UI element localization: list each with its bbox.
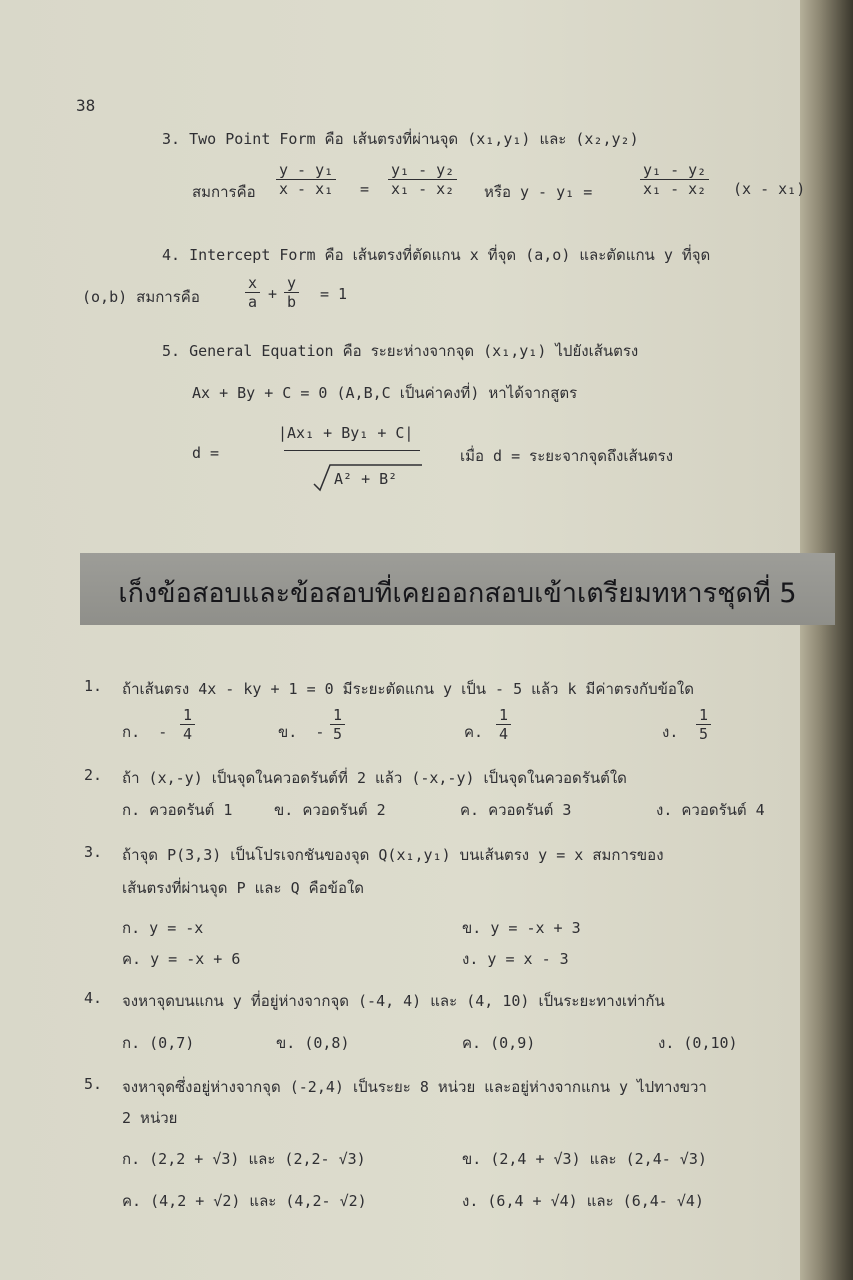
fraction-numerator: x [248,274,258,292]
intercept-line2: (o,b) สมการคือ [82,288,200,306]
fraction-numerator: y [287,274,297,292]
general-line2: Ax + By + C = 0 (A,B,C เป็นค่าคงที่) หาได้จากสูตร [192,384,578,402]
q2-choice-b: ข. ควอดรันต์ 2 [274,801,386,819]
q2-choice-a: ก. ควอดรันต์ 1 [122,801,233,819]
question-2-text: ถ้า (x,-y) เป็นจุดในควอดรันต์ที่ 2 แล้ว (-x,-y) เป็นจุดในควอดรันต์ใด [122,769,627,787]
fraction-numerator: y₁ - y₂ [643,161,707,179]
q3-choice-c: ค. y = -x + 6 [122,950,241,968]
fraction-denominator: 4 [496,724,511,743]
fraction-denominator: b [284,292,299,311]
choice-label: ง. [662,723,679,741]
fraction-bar [284,450,420,451]
choice-sign: - [158,723,168,741]
q2-choice-d: ง. ควอดรันต์ 4 [656,801,765,819]
q5-choice-c: ค. (4,2 + √2) และ (4,2- √2) [122,1192,367,1210]
q1-choice-d [662,720,678,744]
fraction-numerator: 1 [183,706,193,724]
page-edge [800,0,853,1280]
q3-choice-a: ก. y = -x [122,919,204,937]
q5-choice-d: ง. (6,4 + √4) และ (6,4- √4) [462,1192,704,1210]
intercept-heading: 4. Intercept Form คือ เส้นตรงที่ตัดแกน x ที่จุด (a,o) และตัดแกน y ที่จุด [162,246,711,264]
distance-denominator: A² + B² [334,470,398,488]
question-1-text: ถ้าเส้นตรง 4x - ky + 1 = 0 มีระยะตัดแกน y เป็น - 5 แล้ว k มีค่าตรงกับข้อใด [122,680,694,698]
two-point-tail: (x - x₁) [733,180,806,198]
two-point-or: หรือ y - y₁ = [484,183,593,201]
q1-choice-a [122,720,167,744]
q4-choice-b: ข. (0,8) [276,1034,350,1052]
two-point-eq-label: สมการคือ [192,183,256,201]
fraction-numerator: 1 [699,706,709,724]
q1-choice-b-fraction [330,706,345,743]
q1-choice-a-fraction [180,706,195,743]
fraction-numerator: y - y₁ [279,161,334,179]
question-3-text-line2: เส้นตรงที่ผ่านจุด P และ Q คือข้อใด [122,879,365,897]
q3-choice-d: ง. y = x - 3 [462,950,569,968]
intercept-fraction-y [284,274,299,311]
question-number: 5. [84,1075,103,1093]
section-banner [80,553,835,625]
q1-choice-c-fraction [496,706,511,743]
fraction-denominator: 5 [330,724,345,743]
distance-label: d = [192,444,220,462]
question-number: 3. [84,843,103,861]
section-banner-title: เก็งข้อสอบและข้อสอบที่เคยออกสอบเข้าเตรียมทหารชุดที่ 5 [118,578,797,609]
q4-choice-c: ค. (0,9) [462,1034,536,1052]
q2-choice-c: ค. ควอดรันต์ 3 [460,801,572,819]
question-3-text: ถ้าจุด P(3,3) เป็นโปรเจกชันของจุด Q(x₁,y₁) บนเส้นตรง y = x สมการของ [122,846,664,864]
distance-numerator: |Ax₁ + By₁ + C| [278,424,414,442]
question-number: 2. [84,766,103,784]
intercept-rhs: = 1 [320,285,348,303]
fraction-denominator: 5 [696,724,711,743]
choice-sign: - [315,723,325,741]
fraction-denominator: x₁ - x₂ [640,179,709,198]
choice-label: ค. [464,723,484,741]
two-point-heading: 3. Two Point Form คือ เส้นตรงที่ผ่านจุด (x₁,y₁) และ (x₂,y₂) [162,130,639,148]
fraction-denominator: x - x₁ [276,179,336,198]
plus-sign: + [268,285,278,303]
q3-choice-b: ข. y = -x + 3 [462,919,581,937]
q5-choice-b: ข. (2,4 + √3) และ (2,4- √3) [462,1150,707,1168]
q1-choice-b [278,720,324,744]
q5-choice-a: ก. (2,2 + √3) และ (2,2- √3) [122,1150,366,1168]
intercept-fraction-x [245,274,260,311]
distance-where: เมื่อ d = ระยะจากจุดถึงเส้นตรง [460,447,674,465]
page-number: 38 [76,96,96,115]
two-point-fraction-1 [276,161,336,198]
two-point-fraction-3 [640,161,709,198]
question-5-text: จงหาจุดซึ่งอยู่ห่างจากจุด (-2,4) เป็นระยะ 8 หน่วย และอยู่ห่างจากแกน y ไปทางขวา [122,1078,707,1096]
fraction-denominator: a [245,292,260,311]
general-heading: 5. General Equation คือ ระยะห่างจากจุด (x₁,y₁) ไปยังเส้นตรง [162,342,639,360]
fraction-denominator: 4 [180,724,195,743]
fraction-numerator: 1 [499,706,509,724]
two-point-fraction-2 [388,161,457,198]
question-5-text-line2: 2 หน่วย [122,1109,178,1127]
fraction-numerator: y₁ - y₂ [391,161,455,179]
fraction-numerator: 1 [333,706,343,724]
q4-choice-d: ง. (0,10) [658,1034,738,1052]
q1-choice-d-fraction [696,706,711,743]
fraction-denominator: x₁ - x₂ [388,179,457,198]
equals-sign: = [360,180,370,198]
choice-label: ก. [122,723,141,741]
choice-label: ข. [278,723,298,741]
question-number: 1. [84,677,103,695]
question-number: 4. [84,989,103,1007]
q4-choice-a: ก. (0,7) [122,1034,195,1052]
question-4-text: จงหาจุดบนแกน y ที่อยู่ห่างจากจุด (-4, 4) และ (4, 10) เป็นระยะทางเท่ากัน [122,992,665,1010]
q1-choice-c [464,720,483,744]
